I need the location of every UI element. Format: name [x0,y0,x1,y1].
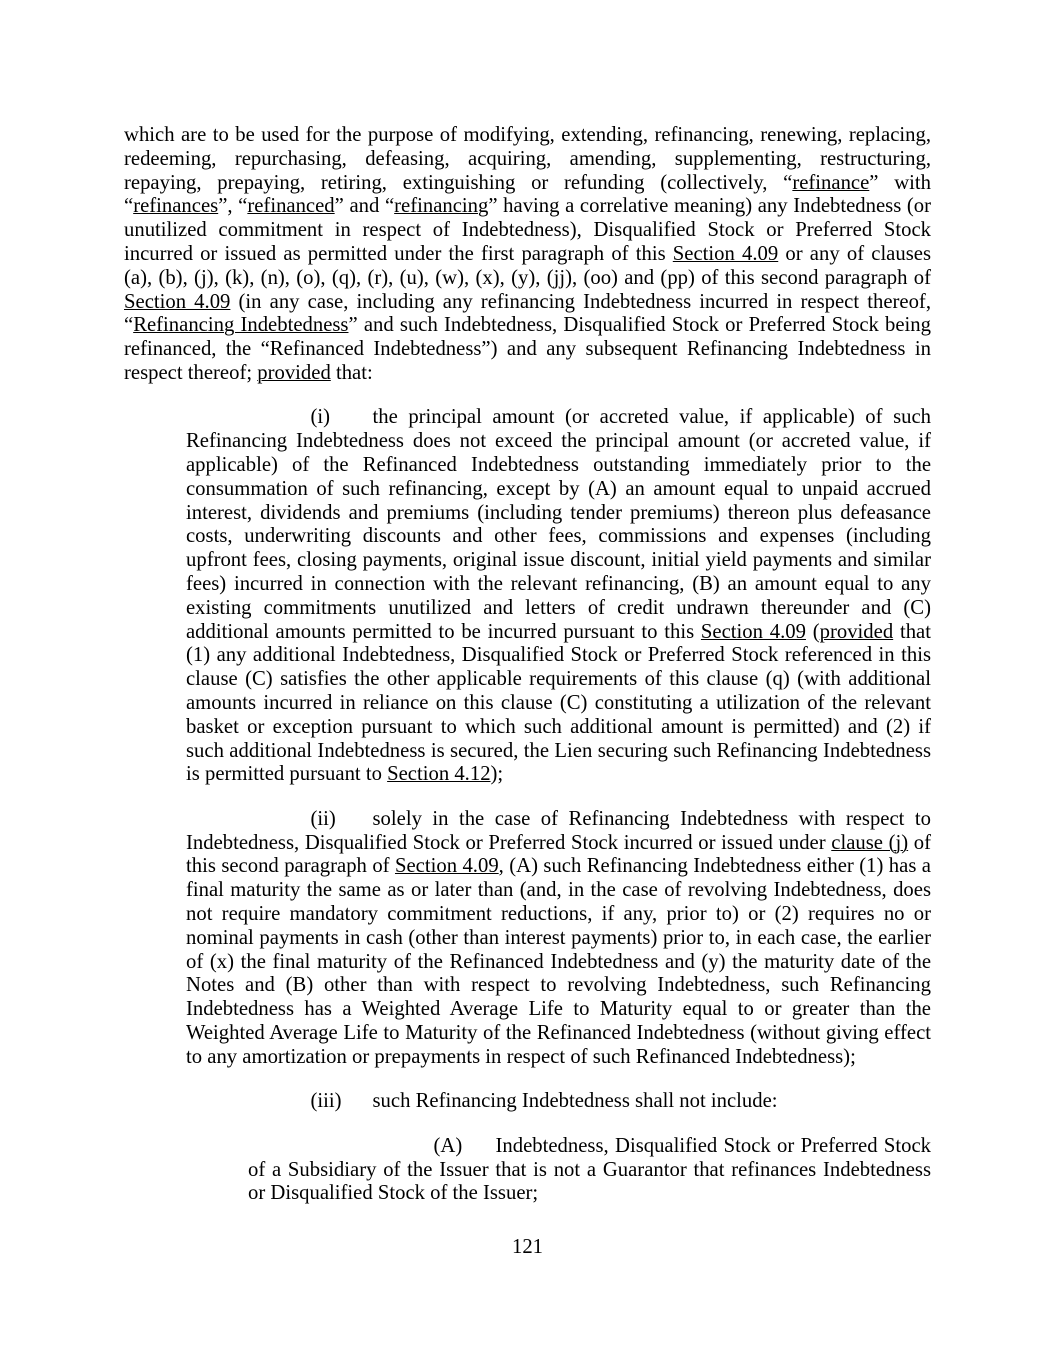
intro-text: ” and “ [334,195,395,218]
clause-iii-label: (iii) [310,1090,342,1113]
defined-term-refinances: refinances [133,195,219,218]
intro-text: or any of clauses (a), (b), (j), (k), (n), (o), (q), (r), (u), (w), (x), (y), (jj), (oo) and (pp) of this second paragraph of [124,242,931,289]
page-number: 121 [511,1236,544,1258]
clause-i-label: (i) [310,406,331,429]
intro-text: (in any case, including any refinancing Indebtedness incurred in respect thereof, “ [124,290,931,337]
section-4-09-reference: Section 4.09 [124,290,231,313]
clause-i-text: ); [490,763,504,786]
clause-i-text: that (1) any additional Indebtedness, Disqualified Stock or Preferred Stock referenced in this clause (C) satisfies the other applicable requirements of this clause (q) (with additional amounts incurred in reliance on this clause (C) constituting a utilization of the relevant basket or exception pursuant to which such additional amount is permitted) and (2) if such additional Indebtedness is secured, the Lien securing such Refinancing Indebtedness is permitted pursuant to [186,620,931,786]
clause-j-reference: clause (j) [831,831,909,854]
clause-a-text: Indebtedness, Disqualified Stock or Preferred Stock of a Subsidiary of the Issuer that is not a Guarantor that refinances Indebtedness or Disqualified Stock of the Issuer; [248,1134,931,1205]
clause-ii-text: , (A) such Refinancing Indebtedness either (1) has a final maturity the same as or later than (and, in the case of revolving Indebtedness, does not require mandatory commitment reductions, if any, prior to) or (2) requires no or nominal payments in cash (other than interest payments) prior to, in each case, the earlier of (x) the final maturity of the Refinanced Indebtedness and (y) the maturity date of the Notes and (B) other than with respect to revolving Indebtedness, such Refinancing Indebtedness has a Weighted Average Life to Maturity equal to or greater than the Weighted Average Life to Maturity of the Refinanced Indebtedness (without giving effect to any amortization or prepayments in respect of such Refinanced Indebtedness); [186,855,931,1068]
defined-term-refinancing: refinancing [394,195,489,218]
clause-ii-label: (ii) [310,807,336,830]
defined-term-refinanced: refinanced [247,195,335,218]
section-4-12-reference: Section 4.12 [387,763,491,786]
clause-i [186,406,931,787]
intro-text: ” having a correlative meaning) any Indebtedness (or unutilized commitment in respect of Indebtedness), Disqualified Stock or Preferred Stock incurred or issued as permitted under the first paragraph of this [124,195,931,265]
intro-text: ” with “ [124,171,931,218]
clause-ii [186,808,931,1070]
clause-a [248,1135,931,1206]
clause-iii [186,1090,931,1114]
clause-iii-text: such Refinancing Indebtedness shall not include: [372,1090,778,1113]
paragraph-intro [124,124,931,386]
defined-term-refinancing-indebtedness: Refinancing Indebtedness [133,314,349,337]
intro-text: that: [330,361,373,384]
provided-term: provided [257,361,331,384]
provided-term: provided [819,620,894,643]
clause-ii-text: of this second paragraph of [186,831,931,878]
intro-text: which are to be used for the purpose of modifying, extending, refinancing, renewing, replacing, redeeming, repurchasing, defeasing, acquiring, amending, supplementing, restructuring, repaying, prepaying, retiring, extinguishing or refunding (collectively, “ [124,124,931,194]
section-4-09-reference: Section 4.09 [700,620,806,643]
section-4-09-reference: Section 4.09 [394,855,499,878]
section-4-09-reference: Section 4.09 [672,242,779,265]
intro-text: ”, “ [218,195,248,218]
clause-i-text: the principal amount (or accreted value, if applicable) of such Refinancing Indebtedness does not exceed the principal amount (or accreted value, if applicable) of the Refinanced Indebtedness outstanding immediately prior to the consummation of such refinancing, except by (A) an amount equal to unpaid accrued interest, dividends and premiums (including tender premiums) thereon plus defeasance costs, underwriting discounts and other fees, commissions and expenses (including upfront fees, closing payments, original issue discount, initial yield payments and similar fees) incurred in connection with the relevant refinancing, (B) an amount equal to any existing commitments unutilized and letters of credit undrawn thereunder and (C) additional amounts permitted to be incurred pursuant to this [186,406,931,643]
defined-term-refinance: refinance [792,171,870,194]
intro-text: ” and such Indebtedness, Disqualified Stock or Preferred Stock being refinanced, the “Refinanced Indebtedness”) and any subsequent Refinancing Indebtedness in respect thereof; [124,314,931,384]
clause-a-label: (A) [433,1134,463,1157]
clause-i-text: ( [805,620,820,643]
document-body [124,124,931,1227]
clause-ii-text: solely in the case of Refinancing Indebtedness with respect to Indebtedness, Disqualified Stock or Preferred Stock incurred or issued under [186,807,931,854]
